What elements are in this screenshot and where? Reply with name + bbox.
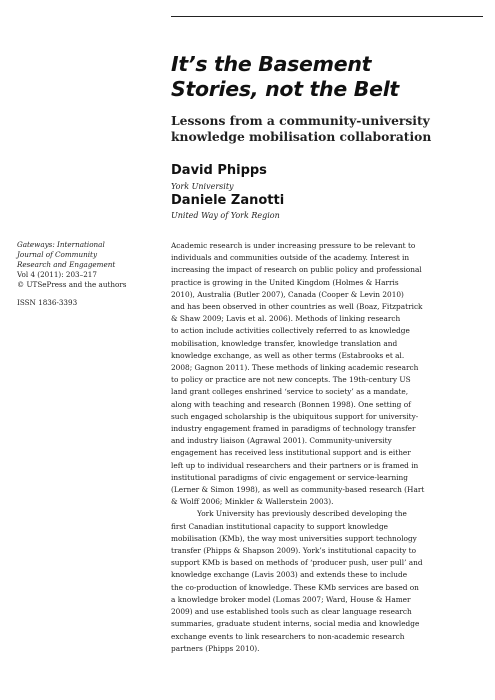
- body-text-line: knowledge exchange (Lavis 2003) and extends these to include: [171, 570, 408, 580]
- body-text-line: 2008; Gagnon 2011). These methods of linking academic research: [171, 363, 419, 373]
- body-text-line: to action include activities collectively referred to as knowledge: [171, 326, 410, 336]
- body-text-line: summaries, graduate student interns, social media and knowledge: [171, 619, 420, 629]
- body-text-line: practice is growing in the United Kingdom (Holmes & Harris: [171, 277, 399, 287]
- article-subtitle-line: knowledge mobilisation collaboration: [171, 129, 432, 144]
- body-text-line: land grant colleges enshrined ‘service to society’ as a mandate,: [171, 387, 409, 397]
- article-subtitle: [171, 113, 481, 145]
- body-text-line: engagement has received less institutional support and is either: [171, 448, 411, 458]
- body-text-line: first Canadian institutional capacity to support knowledge: [171, 521, 389, 531]
- journal-volume: Vol 4 (2011): 203–217: [17, 270, 97, 279]
- body-text-line: along with teaching and research (Bonnen 1998). One setting of: [171, 399, 411, 409]
- article-subtitle-line: Lessons from a community-university: [171, 113, 430, 128]
- body-text-line: knowledge exchange, as well as other terms (Estabrooks et al.: [171, 350, 405, 360]
- journal-name-line: Journal of Community: [17, 250, 98, 259]
- body-text-line: (Lerner & Simon 1998), as well as community-based research (Hart: [171, 485, 425, 495]
- article-title-line: It’s the Basement: [171, 52, 372, 76]
- article-title-line: Stories, not the Belt: [171, 77, 399, 101]
- body-text-line: & Wolff 2006; Minkler & Wallerstein 2003).: [171, 497, 334, 507]
- body-text-line: the co-production of knowledge. These KMb services are based on: [171, 582, 419, 592]
- body-text-line: and has been observed in other countries as well (Boaz, Fitzpatrick: [171, 302, 423, 312]
- journal-info-sidebar: [17, 240, 167, 308]
- body-text-line: mobilisation, knowledge transfer, knowledge translation and: [171, 338, 398, 348]
- author-name: Daniele Zanotti: [171, 193, 285, 208]
- top-rule: [171, 16, 483, 17]
- body-text-line: & Shaw 2009; Lavis et al. 2006). Methods of linking research: [171, 314, 401, 324]
- body-text-line: a knowledge broker model (Lomas 2007; Ward, House & Hamer: [171, 594, 411, 604]
- body-text-line: industry engagement framed in paradigms of technology transfer: [171, 424, 416, 434]
- body-text-line: partners (Phipps 2010).: [171, 643, 260, 653]
- body-text-line: to policy or practice are not new concepts. The 19th-century US: [171, 375, 411, 385]
- body-text-line: exchange events to link researchers to non-academic research: [171, 631, 405, 641]
- body-text-line: 2010), Australia (Butler 2007), Canada (Cooper & Levin 2010): [171, 289, 404, 299]
- body-text-line: Academic research is under increasing pressure to be relevant to: [171, 241, 416, 250]
- body-text-line: 2009) and use established tools such as clear language research: [171, 607, 412, 617]
- author-affiliation: United Way of York Region: [171, 211, 280, 220]
- body-text-line: such engaged scholarship is the ubiquitous support for university-: [171, 411, 419, 421]
- body-text-line: transfer (Phipps & Shapson 2009). York’s institutional capacity to: [171, 546, 417, 556]
- body-text: [171, 240, 483, 655]
- body-text-line: support KMb is based on methods of ‘producer push, user pull’ and: [171, 558, 423, 568]
- copyright-notice: © UTSePress and the authors: [17, 280, 127, 289]
- body-text-line: individuals and communities outside of the academy. Interest in: [171, 253, 410, 263]
- body-text-line: and industry liaison (Agrawal 2001). Community-university: [171, 436, 392, 446]
- author-name: David Phipps: [171, 163, 267, 178]
- body-text-line: York University has previously described developing the: [197, 509, 407, 519]
- journal-name-line: Research and Engagement: [17, 260, 116, 269]
- body-text-line: mobilisation (KMb), the way most universities support technology: [171, 533, 417, 543]
- author-affiliation: York University: [171, 182, 234, 191]
- body-text-line: increasing the impact of research on public policy and professional: [171, 265, 422, 275]
- journal-name-line: Gateways: International: [17, 240, 105, 249]
- body-text-line: left up to individual researchers and their partners or is framed in: [171, 460, 419, 470]
- article-title: [171, 52, 481, 102]
- body-text-line: institutional paradigms of civic engagement or service-learning: [171, 472, 408, 482]
- issn: ISSN 1836-3393: [17, 298, 78, 307]
